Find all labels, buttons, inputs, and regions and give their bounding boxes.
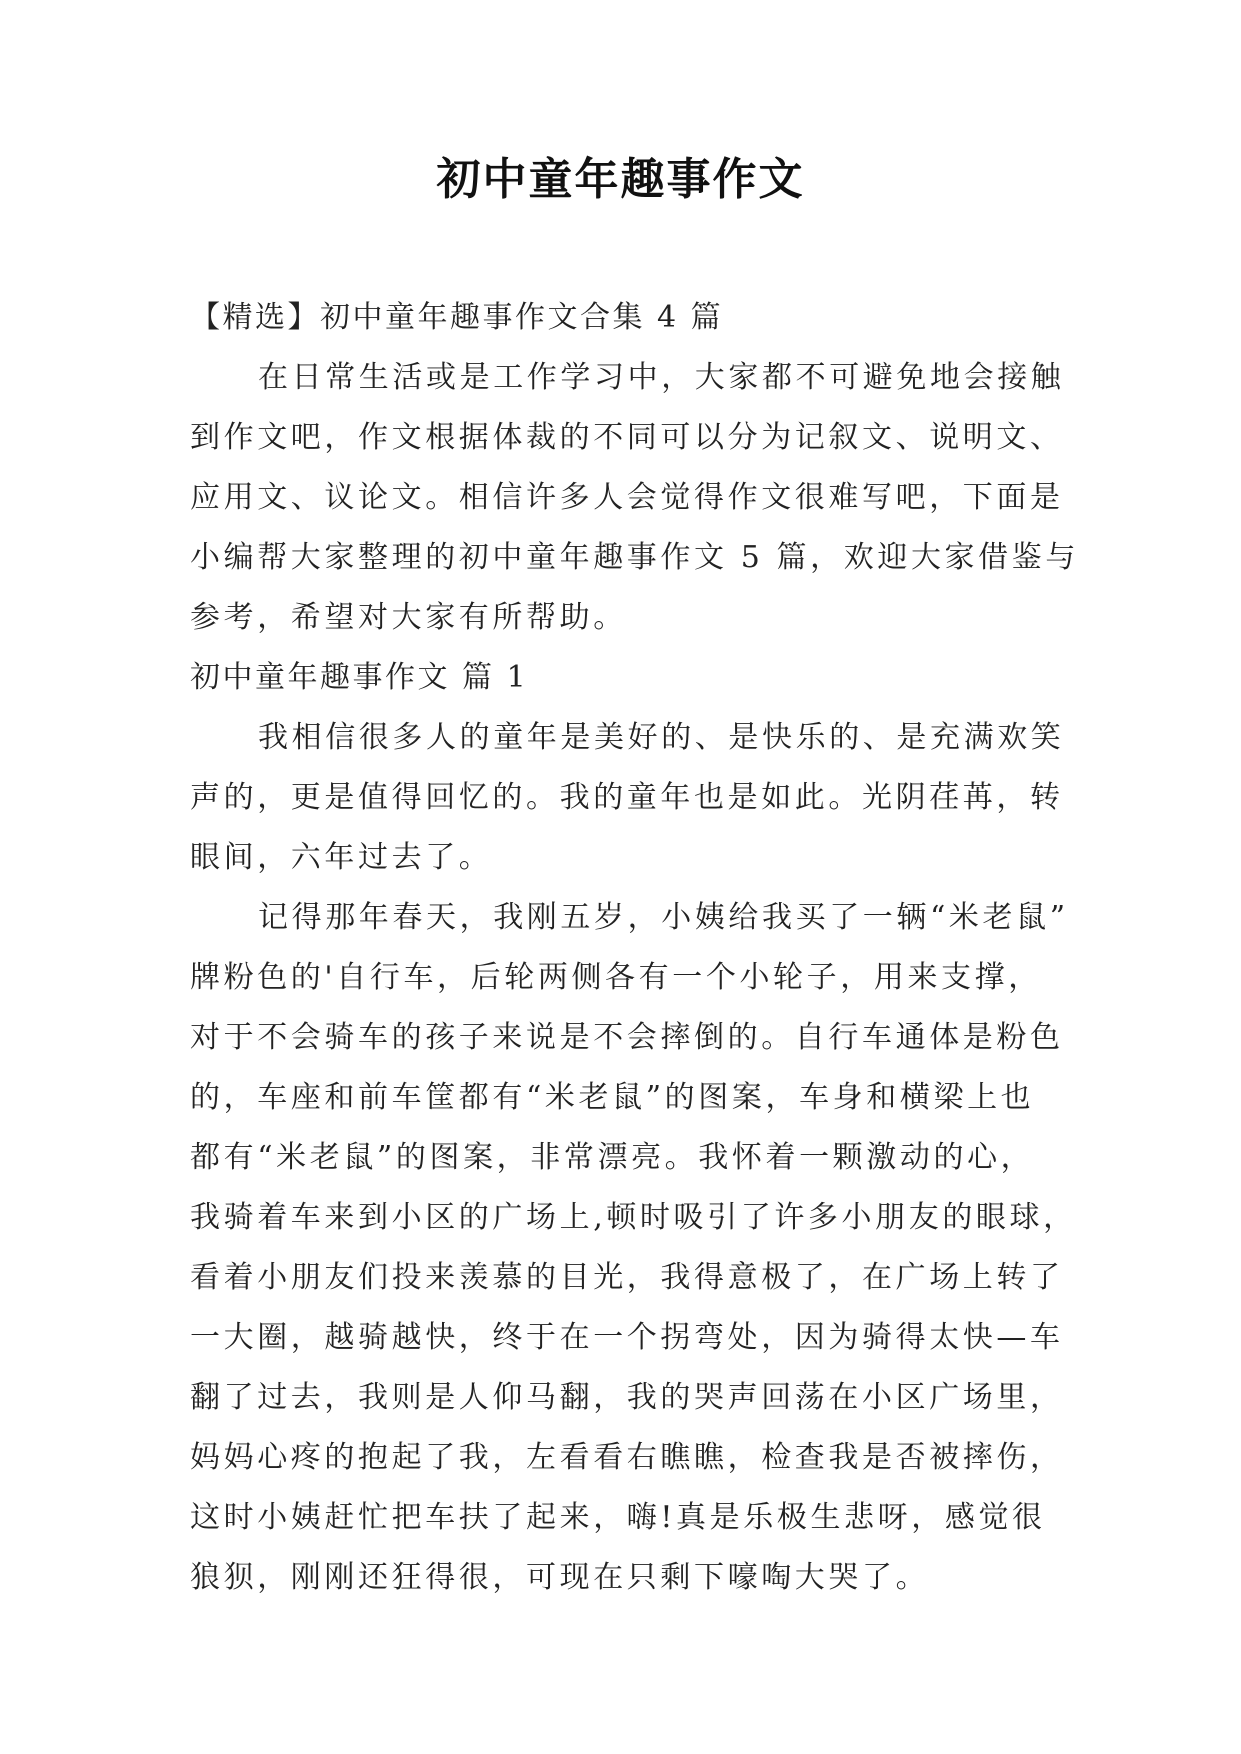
paragraph-line: 这时小姨赶忙把车扶了起来，嗨!真是乐极生悲呀，感觉很: [190, 1500, 1046, 1535]
paragraph-line: 一大圈，越骑越快，终于在一个拐弯处，因为骑得太快—车: [190, 1320, 1064, 1355]
paragraph-line: 看着小朋友们投来羡慕的目光，我得意极了，在广场上转了: [190, 1260, 1064, 1295]
document-body: [190, 288, 1079, 1608]
paragraph-line: 我相信很多人的童年是美好的、是快乐的、是充满欢笑: [258, 720, 1065, 755]
paragraph-line: 记得那年春天，我刚五岁，小姨给我买了一辆“米老鼠”: [258, 900, 1069, 935]
paragraph-line: 的，车座和前车筐都有“米老鼠”的图案，车身和横梁上也: [190, 1080, 1035, 1115]
paragraph-line: 声的，更是值得回忆的。我的童年也是如此。光阴荏苒，转: [190, 780, 1064, 815]
document-title: 初中童年趣事作文: [436, 154, 805, 205]
paragraph-line: 应用文、议论文。相信许多人会觉得作文很难写吧，下面是: [190, 480, 1064, 515]
paragraph-line: 翻了过去，我则是人仰马翻，我的哭声回荡在小区广场里，: [190, 1380, 1064, 1415]
paragraph-line: 牌粉色的'自行车，后轮两侧各有一个小轮子，用来支撑，: [190, 960, 1042, 995]
paragraph-line: 眼间，六年过去了。: [190, 840, 493, 875]
paragraph-line: 对于不会骑车的孩子来说是不会摔倒的。自行车通体是粉色: [190, 1020, 1064, 1055]
collection-heading: 【精选】初中童年趣事作文合集 4 篇: [190, 300, 724, 335]
paragraph-line: 参考，希望对大家有所帮助。: [190, 600, 627, 635]
paragraph-line: 小编帮大家整理的初中童年趣事作文 5 篇，欢迎大家借鉴与: [190, 540, 1079, 575]
paragraph-line: 狼狈，刚刚还狂得很，可现在只剩下嚎啕大哭了。: [190, 1560, 930, 1595]
paragraph-line: 我骑着车来到小区的广场上,顿时吸引了许多小朋友的眼球，: [190, 1200, 1077, 1235]
paragraph-line: 到作文吧，作文根据体裁的不同可以分为记叙文、说明文、: [190, 420, 1064, 455]
paragraph-line: 都有“米老鼠”的图案，非常漂亮。我怀着一颗激动的心，: [190, 1140, 1035, 1175]
paragraph-line: 在日常生活或是工作学习中，大家都不可避免地会接触: [258, 360, 1065, 395]
essay-heading: 初中童年趣事作文 篇 1: [190, 660, 529, 695]
paragraph-line: 妈妈心疼的抱起了我，左看看右瞧瞧，检查我是否被摔伤，: [190, 1440, 1064, 1475]
